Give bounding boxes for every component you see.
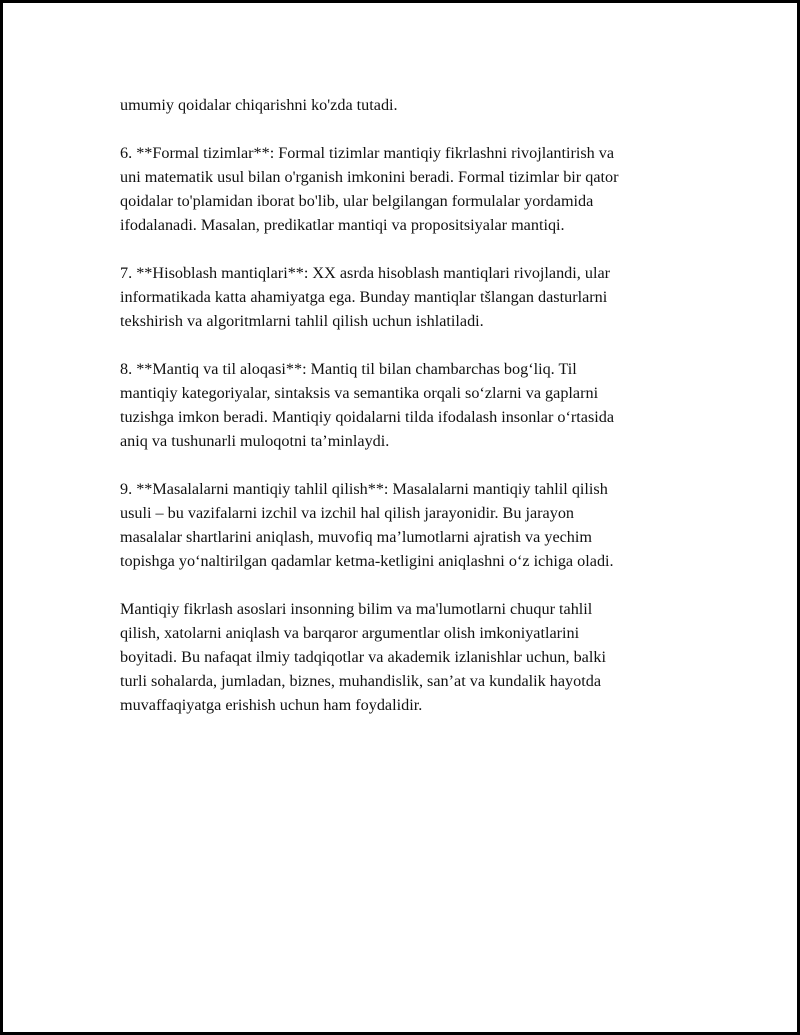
paragraph-problem-analysis: 9. **Masalalarni mantiqiy tahlil qilish**: Masalalarni mantiqiy tahlil qilish usuli – bu vazifalarni izchil va izchil hal qilish jarayonidir. Bu jarayon masalalar shartlarini aniqlash, muvofiq ma’lumotlarni ajratish va yechim topishga yo‘naltirilgan qadamlar ketma-ketligini aniqlashni o‘z ichiga oladi. bbox=[120, 480, 614, 570]
paragraph-continuation: umumiy qoidalar chiqarishni ko'zda tutadi. bbox=[120, 96, 398, 114]
paragraph-computational-logic: 7. **Hisoblash mantiqlari**: XX asrda hisoblash mantiqlari rivojlandi, ular informatikada katta ahamiyatga ega. Bunday mantiqlar tšlangan dasturlarni tekshirish va algoritmlarni tahlil qilish uchun ishlatiladi. bbox=[120, 264, 611, 330]
paragraph-logic-and-language: 8. **Mantiq va til aloqasi**: Mantiq til bilan chambarchas bog‘liq. Til mantiqiy kategoriyalar, sintaksis va semantika orqali so‘zlarni va gaplarni tuzishga imkon beradi. Mantiqiy qoidalarni tilda ifodalash insonlar o‘rtasida aniq va tushunarli muloqotni ta’minlaydi. bbox=[120, 360, 615, 450]
document-body bbox=[120, 93, 700, 717]
paragraph-conclusion: Mantiqiy fikrlash asoslari insonning bilim va ma'lumotlarni chuqur tahlil qilish, xatolarni aniqlash va barqaror argumentlar olish imkoniyatlarini boyitadi. Bu nafaqat ilmiy tadqiqotlar va akademik izlanishlar uchun, balki turli sohalarda, jumladan, biznes, muhandislik, san’at va kundalik hayotda muvaffaqiyatga erishish uchun ham foydalidir. bbox=[120, 600, 606, 714]
paragraph-formal-systems: 6. **Formal tizimlar**: Formal tizimlar mantiqiy fikrlashni rivojlantirish va uni matematik usul bilan o'rganish imkonini beradi. Formal tizimlar bir qator qoidalar to'plamidan iborat bo'lib, ular belgilangan formulalar yordamida ifodalanadi. Masalan, predikatlar mantiqi va propositsiyalar mantiqi. bbox=[120, 144, 619, 234]
